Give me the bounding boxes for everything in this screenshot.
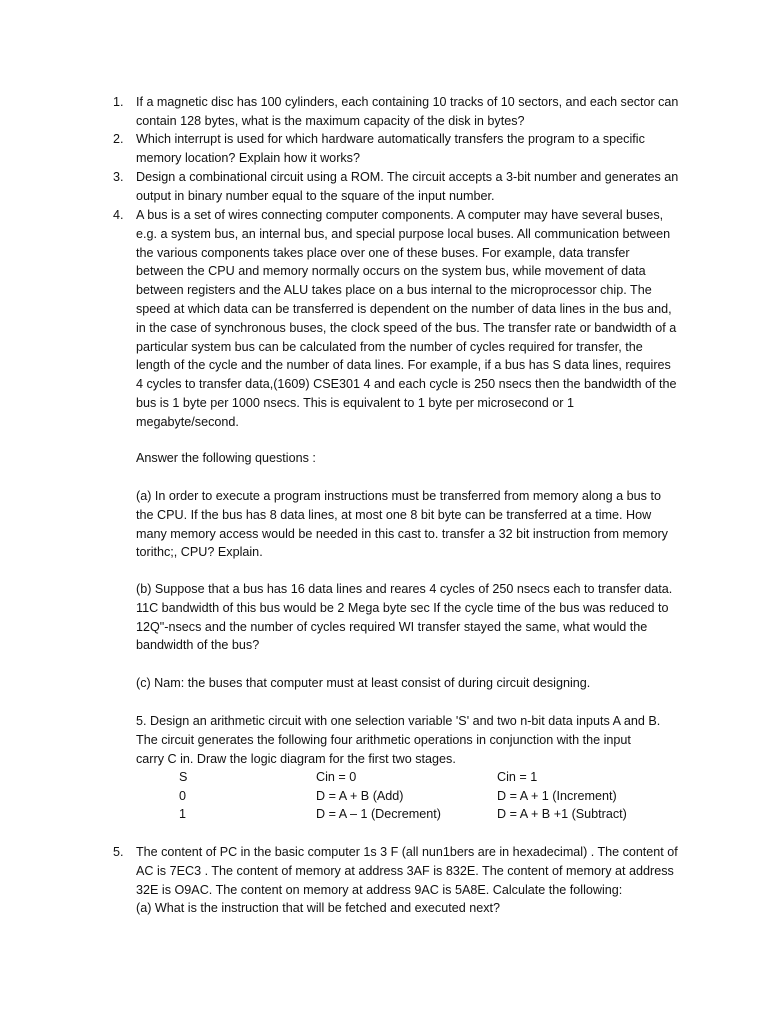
question-line: between the CPU and memory normally occurs on the system bus, while movement of data [136,264,646,279]
question-3 [113,168,678,206]
sub-question-line: 11C bandwidth of this bus would be 2 Mega byte sec If the cycle time of the bus was reduced to [136,600,669,615]
question-line: bus is 1 byte per 1000 nsecs. This is equivalent to 1 byte per microsecond or 1 [136,395,574,410]
question-line: (a) What is the instruction that will be fetched and executed next? [136,901,501,916]
question-line: output in binary number equal to the square of the input number. [136,188,495,203]
table-cell-s: 0 [179,789,187,803]
sub-question-line: torithc;, CPU? Explain. [136,545,263,560]
operation-table-header [136,768,681,787]
sub-question-line: (a) In order to execute a program instructions must be transferred from memory along a bus to [136,489,661,503]
sub-question-line: 12Q"-nsecs and the number of cycles required WI transfer stayed the same, what would the [136,619,648,634]
question-line: 32E is O9AC. The content on memory at address 9AC is 5A8E. Calculate the following: [136,882,623,897]
question-2 [113,130,678,168]
question-line: 5. Design an arithmetic circuit with one selection variable 'S' and two n-bit data inputs A and B. [136,714,661,728]
question-line: megabyte/second. [136,414,239,429]
table-cell-cin1: D = A + 1 (Increment) [497,789,617,803]
question-line: AC is 7EC3 . The content of memory at address 3AF is 832E. The content of memory at address [136,863,674,878]
table-header-cin1: Cin = 1 [497,770,538,784]
table-cell-cin0: D = A – 1 (Decrement) [316,807,441,821]
question-line: The circuit generates the following four arithmetic operations in conjunction with the input [136,732,631,747]
sub-question-line: the CPU. If the bus has 8 data lines, at most one 8 bit byte can be transferred at a time. How [136,507,652,522]
question-number: 5. [113,845,124,859]
question-line: particular system bus can be calculated from the number of cycles required for transfer, the [136,339,643,354]
question-line: the various components takes place over one of these buses. For example, data transfer [136,245,630,260]
question-line: length of the cycle and the number of data lines. For example, if a bus has S data lines, requires [136,358,671,373]
question-line: A bus is a set of wires connecting computer components. A computer may have several buses, [136,208,664,222]
question-line: speed at which data can be transferred is dependent on the number of data lines in the bus and, [136,301,672,316]
question-line: The content of PC in the basic computer 1s 3 F (all nun1bers are in hexadecimal) . The content of [136,845,678,859]
question-number: 2. [113,132,124,146]
question-5-arithmetic-circuit [136,712,681,768]
table-cell-cin1: D = A + B +1 (Subtract) [497,807,627,821]
operation-table-row [136,805,681,824]
question-line: e.g. a system bus, an internal bus, and special purpose local buses. All communication between [136,226,671,241]
sub-question-line: many memory access would be needed in this cast to. transfer a 32 bit instruction from memory [136,526,668,541]
question-line: 4 cycles to transfer data,(1609) CSE301 4 and each cycle is 250 nsecs then the bandwidth of the [136,377,677,392]
question-line: in the case of synchronous buses, the clock speed of the bus. The transfer rate or bandwidth of a [136,320,677,335]
sub-question-c [136,674,681,693]
table-cell-cin0: D = A + B (Add) [316,789,404,803]
question-line: memory location? Explain how it works? [136,150,360,165]
question-line: If a magnetic disc has 100 cylinders, each containing 10 tracks of 10 sectors, and each sector can [136,95,679,109]
sub-question-line: (b) Suppose that a bus has 16 data lines and reares 4 cycles of 250 nsecs each to transfer data. [136,582,673,596]
sub-question-line: bandwidth of the bus? [136,638,260,653]
question-number: 1. [113,95,124,109]
table-header-cin0: Cin = 0 [316,770,357,784]
sub-question-b [136,580,681,655]
question-line: Which interrupt is used for which hardware automatically transfers the program to a specific [136,132,645,146]
question-line: contain 128 bytes, what is the maximum capacity of the disk in bytes? [136,113,525,128]
question-line: Design a combinational circuit using a ROM. The circuit accepts a 3-bit number and generates an [136,170,679,184]
question-number: 4. [113,208,124,222]
answer-heading: Answer the following questions : [136,451,316,465]
sub-question-line: (c) Nam: the buses that computer must at least consist of during circuit designing. [136,676,591,690]
operation-table-row [136,787,681,806]
question-line: carry C in. Draw the logic diagram for the first two stages. [136,751,456,766]
sub-question-a [136,487,681,562]
question-1 [113,93,678,131]
question-5-basic-computer [113,843,678,918]
table-cell-s: 1 [179,807,187,821]
question-number: 3. [113,170,124,184]
question-4 [113,206,678,432]
table-header-s: S [179,770,188,784]
question-line: between registers and the ALU takes place on a bus internal to the microprocessor chip. The [136,283,652,298]
